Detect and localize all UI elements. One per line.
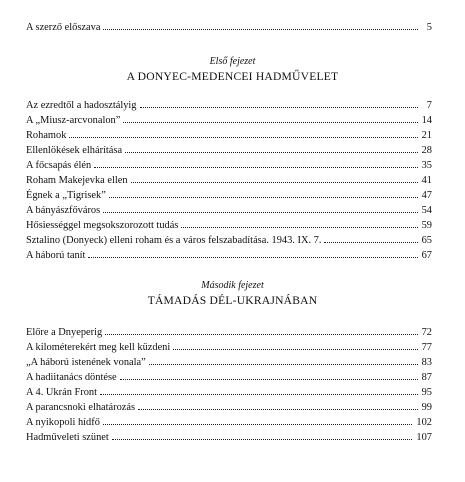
dot-leader <box>324 242 417 243</box>
chapter-2-title: TÁMADÁS DÉL-UKRAJNÁBAN <box>147 294 318 307</box>
toc-entry-page: 107 <box>416 432 432 443</box>
toc-entry-title: Sztalino (Donyeck) elleni roham és a város felszabadítása. 1943. IX. 7. <box>26 235 322 246</box>
toc-entry-title: „A háború istenének vonala” <box>26 357 146 368</box>
chapter-2-label: Második fejezet <box>201 280 264 291</box>
toc-entry-page: 72 <box>421 327 432 338</box>
toc-entry-page: 47 <box>421 190 432 201</box>
toc-entry-page: 77 <box>421 342 432 353</box>
toc-entry-title: Hősiességgel megsokszorozott tudás <box>26 220 179 231</box>
chapter-1-label: Első fejezet <box>209 56 256 67</box>
toc-entry <box>26 387 432 399</box>
dot-leader <box>94 167 417 168</box>
toc-entry-page: 41 <box>421 175 432 186</box>
toc-entry-title: A nyikopoli hídfő <box>26 417 100 428</box>
dot-leader <box>138 409 418 410</box>
toc-entry-title: A kilométerekért meg kell küzdeni <box>26 342 171 353</box>
dot-leader <box>123 122 417 123</box>
toc-entry-page: 102 <box>416 417 432 428</box>
dot-leader <box>125 152 418 153</box>
toc-entry <box>26 220 432 232</box>
dot-leader <box>103 212 417 213</box>
toc-entry-title: A szerző előszava <box>26 22 101 33</box>
toc-entry-title: Roham Makejevka ellen <box>26 175 128 186</box>
toc-entry <box>26 250 432 262</box>
toc-entry-title: Égnek a „Tigrisek” <box>26 190 106 201</box>
dot-leader <box>140 107 419 108</box>
toc-entry-page: 65 <box>421 235 432 246</box>
dot-leader <box>112 439 413 440</box>
dot-leader <box>131 182 418 183</box>
dot-leader <box>103 29 418 30</box>
toc-entry-page: 87 <box>421 372 432 383</box>
toc-entry <box>26 432 432 444</box>
toc-entry <box>26 417 432 429</box>
toc-entry-page: 59 <box>421 220 432 231</box>
toc-entry-title: A 4. Ukrán Front <box>26 387 97 398</box>
toc-entry <box>26 372 432 384</box>
toc-entry-title: Hadműveleti szünet <box>26 432 109 443</box>
toc-entry <box>26 175 432 187</box>
toc-entry-title: Ellenlökések elhárítása <box>26 145 123 156</box>
toc-entry-page: 95 <box>421 387 432 398</box>
toc-entry <box>26 160 432 172</box>
dot-leader <box>105 334 417 335</box>
toc-entry <box>26 145 432 157</box>
toc-entry <box>26 342 432 354</box>
toc-entry-title: A bányászfőváros <box>26 205 101 216</box>
toc-entry <box>26 327 432 339</box>
toc-entry-title: A „Miusz-arcvonalon” <box>26 115 121 126</box>
toc-entry-title: A hadiitanács döntése <box>26 372 117 383</box>
toc-entry <box>26 205 432 217</box>
toc-entry <box>26 402 432 414</box>
toc-entry <box>26 235 432 247</box>
dot-leader <box>181 227 417 228</box>
dot-leader <box>173 349 417 350</box>
toc-entry <box>26 190 432 202</box>
dot-leader <box>103 424 413 425</box>
dot-leader <box>109 197 418 198</box>
dot-leader <box>69 137 417 138</box>
toc-entry-page: 14 <box>421 115 432 126</box>
toc-entry-preface <box>26 22 432 34</box>
toc-entry-page: 7 <box>426 100 432 111</box>
toc-entry-page: 99 <box>421 402 432 413</box>
toc-entry-page: 83 <box>421 357 432 368</box>
toc-entry-page: 5 <box>426 22 432 33</box>
toc-entry-title: A parancsnoki elhatározás <box>26 402 136 413</box>
dot-leader <box>88 257 417 258</box>
toc-entry <box>26 100 432 112</box>
toc-entry <box>26 357 432 369</box>
toc-entry-page: 35 <box>421 160 432 171</box>
toc-entry-page: 67 <box>421 250 432 261</box>
toc-entry-page: 54 <box>421 205 432 216</box>
toc-entry-page: 21 <box>421 130 432 141</box>
toc-entry <box>26 115 432 127</box>
dot-leader <box>149 364 418 365</box>
toc-entry-page: 28 <box>421 145 432 156</box>
toc-entry-title: A főcsapás élén <box>26 160 92 171</box>
dot-leader <box>100 394 418 395</box>
toc-entry <box>26 130 432 142</box>
toc-entry-title: Az ezredtől a hadosztályig <box>26 100 137 111</box>
toc-entry-title: Rohamok <box>26 130 67 141</box>
toc-entry-title: Előre a Dnyeperig <box>26 327 103 338</box>
toc-entry-title: A háború tanít <box>26 250 86 261</box>
chapter-1-title: A DONYEC-MEDENCEI HADMŰVELET <box>126 70 339 83</box>
dot-leader <box>120 379 418 380</box>
